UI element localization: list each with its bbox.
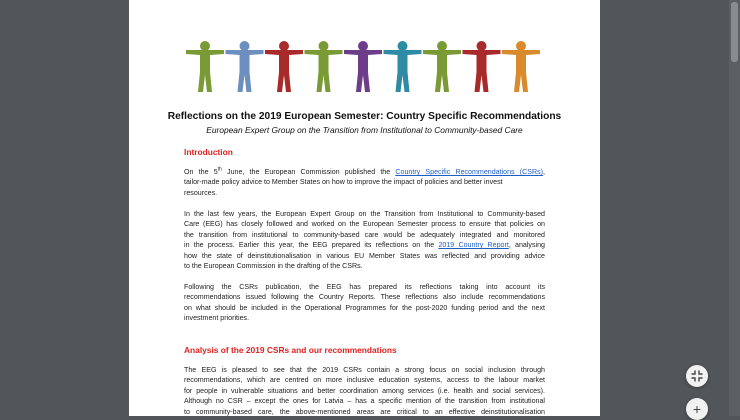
p4-line-1: The EEG is pleased to see that the 2019 CSRs contain a strong focus on social inclusion through xyxy=(184,366,545,374)
document-title: Reflections on the 2019 European Semester: Country Specific Recommendations xyxy=(167,111,562,122)
p1-line-3: resources. xyxy=(184,188,218,197)
p2-line-3: the transition from institutional to community-based care would be adequately integrated and monitored xyxy=(184,230,545,239)
logo-figure xyxy=(502,41,540,92)
p4-line-2: recommendations, which are centred on more inclusive education systems, access to the labour market xyxy=(184,376,545,385)
p3-line-1: Following the CSRs publication, the EEG has prepared its reflections taking into account its xyxy=(184,283,545,291)
p2-line-1: In the last few years, the European Expert Group on the Transition from Institutional to Community-based xyxy=(184,210,545,218)
analysis-heading: Analysis of the 2019 CSRs and our recommendations xyxy=(184,345,397,355)
p4-line-5: to community-based care, the above-mentioned areas are critical to an effective deinstitutionalisation xyxy=(184,407,545,416)
p1-sup: th xyxy=(217,166,222,173)
p1-text-b: June, the European Commission published the xyxy=(221,168,396,176)
logo-figure xyxy=(463,41,501,92)
intro-paragraph-2 xyxy=(184,209,545,271)
p2-line-6: to the European Commission in the drafting of the CSRs. xyxy=(184,262,363,271)
scrollbar-thumb[interactable] xyxy=(731,2,738,62)
logo-figure xyxy=(344,41,382,92)
pdf-page xyxy=(129,0,600,416)
p2-line-4a: in the process. Earlier this year, the EEG prepared its reflections on the xyxy=(184,241,439,250)
logo-figure xyxy=(186,41,224,92)
vertical-scrollbar[interactable] xyxy=(729,0,740,416)
p1-text-c: , xyxy=(543,168,546,176)
eeg-logo xyxy=(185,40,543,94)
analysis-paragraph-1 xyxy=(184,365,545,416)
p3-line-2: recommendations issued following the Country Reports. These reflections also include recommendations xyxy=(184,293,545,302)
p2-line-2: Care (EEG) has closely followed and worked on the European Semester process to ensure that policies on xyxy=(184,220,545,229)
p1-line-2: tailor-made policy advice to Member States on how to improve the impact of policies and better invest xyxy=(184,178,503,187)
document-subtitle: European Expert Group on the Transition from Institutional to Community-based Care xyxy=(206,125,523,135)
logo-figure xyxy=(423,41,461,92)
p3-line-3: on what should be included in the Operational Programmes for the post-2020 funding period and the next xyxy=(184,303,545,312)
p1-text-a: On the 5 xyxy=(184,168,218,176)
csr-link[interactable]: Country Specific Recommendations (CSRs) xyxy=(395,168,544,176)
p2-line-5: how the state of deinstitutionalisation in various EU Member States was reflected and providing advice xyxy=(184,251,545,260)
p2-line-4b: , analysing xyxy=(508,241,545,250)
zoom-in-icon: + xyxy=(692,401,702,417)
logo-figure xyxy=(384,41,422,92)
fit-page-icon xyxy=(691,370,703,382)
logo-figure xyxy=(265,41,303,92)
country-report-link[interactable]: 2019 Country Report xyxy=(438,241,509,250)
logo-figure xyxy=(226,41,264,92)
zoom-in-button[interactable] xyxy=(686,398,708,420)
p4-line-3: for people in vulnerable situations and better coordination among services (i.e. health and social services). xyxy=(184,386,545,395)
p3-line-4: investment priorities. xyxy=(184,314,250,323)
intro-heading: Introduction xyxy=(184,147,233,157)
intro-paragraph-1 xyxy=(184,167,545,198)
p4-line-4: Although no CSR – except the ones for Latvia – has a specific mention of the transition from institutional xyxy=(184,397,545,406)
fit-page-button[interactable] xyxy=(686,365,708,387)
intro-paragraph-3 xyxy=(184,282,545,324)
logo-figure xyxy=(305,41,343,92)
